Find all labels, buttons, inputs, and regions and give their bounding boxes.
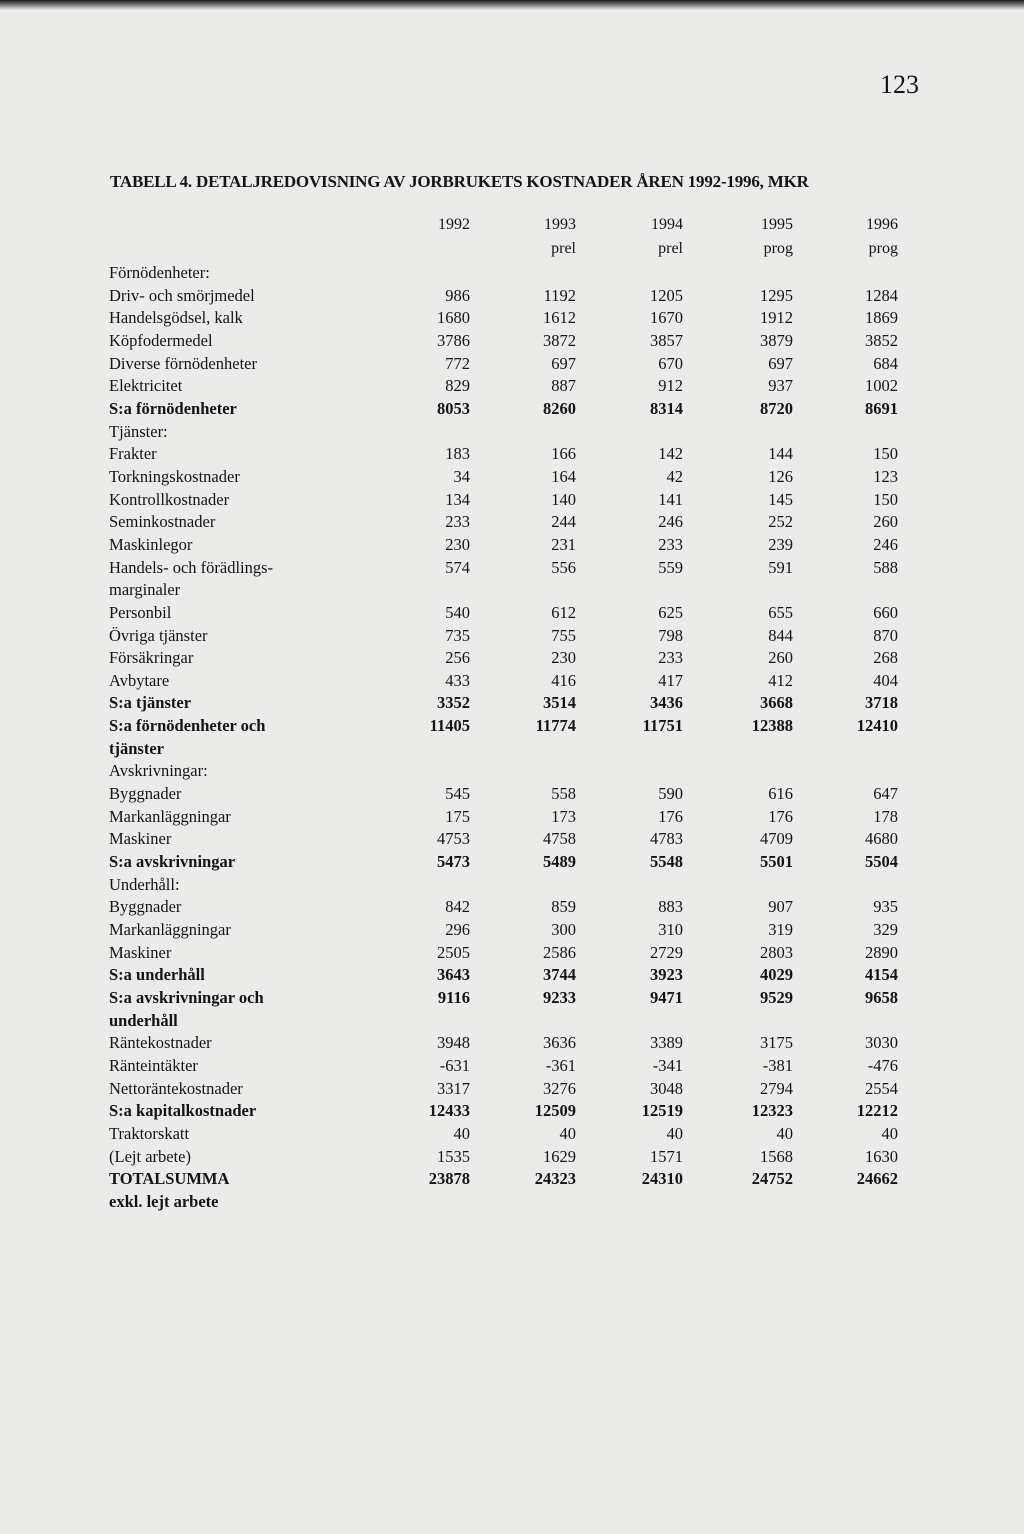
value-cell: 412 xyxy=(768,670,793,690)
value-cell: 319 xyxy=(768,920,793,940)
value-cell: 5473 xyxy=(437,852,470,872)
value-cell: 329 xyxy=(873,920,898,940)
value-cell: 40 xyxy=(453,1123,470,1143)
table-row xyxy=(0,896,1024,919)
value-cell: 5548 xyxy=(650,852,683,872)
value-cell: 3744 xyxy=(543,965,576,985)
page-number: 123 xyxy=(880,70,919,99)
value-cell: 8053 xyxy=(437,398,470,418)
table-row xyxy=(0,1010,1024,1033)
value-cell: 140 xyxy=(551,489,576,509)
row-label: Elektricitet xyxy=(109,376,183,396)
table-row xyxy=(0,647,1024,670)
table-row xyxy=(0,942,1024,965)
table-row xyxy=(0,466,1024,489)
value-cell: 2803 xyxy=(760,942,793,962)
row-label: Torkningskostnader xyxy=(109,466,240,486)
cost-table-body xyxy=(0,262,1024,1214)
value-cell: 9233 xyxy=(543,988,576,1007)
value-cell: 4753 xyxy=(437,829,470,849)
value-cell: 3643 xyxy=(437,965,470,985)
table-row xyxy=(0,874,1024,897)
col-header-status: prel xyxy=(658,240,683,257)
value-cell: 9116 xyxy=(437,988,470,1007)
value-cell: 178 xyxy=(873,806,898,826)
value-cell: 829 xyxy=(445,376,470,396)
value-cell: 684 xyxy=(873,353,898,373)
value-cell: 24752 xyxy=(751,1169,793,1189)
row-label: (Lejt arbete) xyxy=(109,1146,191,1166)
value-cell: 40 xyxy=(666,1123,683,1143)
table-row xyxy=(0,1100,1024,1123)
col-header-year: 1995 xyxy=(761,216,793,233)
row-label: S:a tjänster xyxy=(109,693,192,713)
value-cell: 3948 xyxy=(437,1033,470,1053)
value-cell: 2505 xyxy=(437,942,470,962)
value-cell: 912 xyxy=(658,376,683,396)
value-cell: 937 xyxy=(768,376,793,396)
value-cell: 798 xyxy=(658,625,683,645)
table-row xyxy=(0,1123,1024,1146)
row-label: underhåll xyxy=(109,1010,178,1030)
table-row xyxy=(0,715,1024,738)
table-row xyxy=(0,964,1024,987)
value-cell: -381 xyxy=(762,1055,793,1075)
value-cell: 24662 xyxy=(856,1169,898,1189)
table-row xyxy=(0,760,1024,783)
value-cell: 8720 xyxy=(760,398,793,418)
row-label: S:a förnödenheter xyxy=(109,398,237,418)
value-cell: 3030 xyxy=(865,1033,898,1053)
value-cell: 233 xyxy=(658,534,683,554)
row-label: S:a avskrivningar och xyxy=(109,988,264,1007)
value-cell: 244 xyxy=(551,512,576,532)
value-cell: 2729 xyxy=(650,942,683,962)
row-label: tjänster xyxy=(109,738,164,758)
row-label: marginaler xyxy=(109,580,181,600)
value-cell: 24310 xyxy=(641,1169,683,1189)
value-cell: 8260 xyxy=(543,398,576,418)
value-cell: 9471 xyxy=(650,988,683,1007)
value-cell: 300 xyxy=(551,920,576,940)
value-cell: 844 xyxy=(768,625,793,645)
column-header-years xyxy=(0,216,1024,238)
value-cell: 3352 xyxy=(437,693,470,713)
col-header-status: prel xyxy=(551,240,576,257)
value-cell: 231 xyxy=(551,534,576,554)
value-cell: 4709 xyxy=(760,829,793,849)
value-cell: 12509 xyxy=(534,1101,576,1121)
value-cell: 3175 xyxy=(760,1033,793,1053)
table-row xyxy=(0,670,1024,693)
value-cell: 12323 xyxy=(751,1101,793,1121)
col-header-year: 1992 xyxy=(438,216,470,233)
value-cell: 625 xyxy=(658,602,683,622)
row-label: Markanläggningar xyxy=(109,806,231,826)
table-row xyxy=(0,828,1024,851)
value-cell: -476 xyxy=(867,1055,898,1075)
value-cell: 12212 xyxy=(856,1101,898,1121)
value-cell: 3857 xyxy=(650,330,683,350)
col-header-status: prog xyxy=(868,240,898,257)
value-cell: 1680 xyxy=(437,308,470,328)
value-cell: 3923 xyxy=(650,965,683,985)
value-cell: 12519 xyxy=(641,1101,683,1121)
value-cell: 558 xyxy=(551,784,576,804)
value-cell: 252 xyxy=(768,512,793,532)
value-cell: 3786 xyxy=(437,330,470,350)
value-cell: 256 xyxy=(445,648,470,668)
value-cell: 40 xyxy=(776,1123,793,1143)
value-cell: 647 xyxy=(873,784,898,804)
table-row xyxy=(0,421,1024,444)
table-row xyxy=(0,1055,1024,1078)
value-cell: 141 xyxy=(658,489,683,509)
value-cell: 42 xyxy=(666,466,683,486)
table-row xyxy=(0,353,1024,376)
value-cell: 1002 xyxy=(865,376,898,396)
value-cell: 134 xyxy=(445,489,470,509)
value-cell: 1630 xyxy=(865,1146,898,1166)
row-label: Övriga tjänster xyxy=(109,625,208,645)
value-cell: 4680 xyxy=(865,829,898,849)
table-row xyxy=(0,534,1024,557)
row-label: Förnödenheter: xyxy=(109,263,210,282)
row-label: Maskinlegor xyxy=(109,534,193,554)
value-cell: 433 xyxy=(445,670,470,690)
value-cell: 1629 xyxy=(543,1146,576,1166)
row-label: Maskiner xyxy=(109,829,172,849)
value-cell: 2890 xyxy=(865,942,898,962)
row-label: S:a underhåll xyxy=(109,965,205,985)
row-label: Driv- och smörjmedel xyxy=(109,285,255,305)
value-cell: 735 xyxy=(445,625,470,645)
value-cell: 2794 xyxy=(760,1078,793,1098)
table-row xyxy=(0,602,1024,625)
table-row xyxy=(0,625,1024,648)
table-row xyxy=(0,330,1024,353)
table-row xyxy=(0,262,1024,285)
value-cell: 1205 xyxy=(650,285,683,305)
row-label: Markanläggningar xyxy=(109,920,231,940)
value-cell: 1192 xyxy=(543,285,576,305)
table-row xyxy=(0,851,1024,874)
value-cell: 3636 xyxy=(543,1033,576,1053)
value-cell: 404 xyxy=(873,670,898,690)
value-cell: 1284 xyxy=(865,285,898,305)
row-label: Byggnader xyxy=(109,897,182,917)
table-row xyxy=(0,1078,1024,1101)
table-row xyxy=(0,579,1024,602)
value-cell: 3668 xyxy=(760,693,793,713)
row-label: exkl. lejt arbete xyxy=(109,1191,219,1211)
value-cell: 2554 xyxy=(865,1078,898,1098)
value-cell: -361 xyxy=(545,1055,576,1075)
value-cell: 3852 xyxy=(865,330,898,350)
value-cell: 697 xyxy=(551,353,576,373)
row-label: Avbytare xyxy=(109,670,170,690)
table-row xyxy=(0,511,1024,534)
value-cell: 3879 xyxy=(760,330,793,350)
value-cell: 239 xyxy=(768,534,793,554)
value-cell: 859 xyxy=(551,897,576,917)
row-label: Handels- och förädlings- xyxy=(109,557,274,577)
value-cell: 545 xyxy=(445,784,470,804)
value-cell: 246 xyxy=(873,534,898,554)
value-cell: 5504 xyxy=(865,852,898,872)
value-cell: 11405 xyxy=(429,716,470,736)
value-cell: 4758 xyxy=(543,829,576,849)
value-cell: 230 xyxy=(551,648,576,668)
value-cell: 559 xyxy=(658,557,683,577)
column-header-status xyxy=(0,240,1024,262)
value-cell: 8314 xyxy=(650,398,683,418)
row-label: TOTALSUMMA xyxy=(109,1169,230,1189)
value-cell: 23878 xyxy=(428,1169,470,1189)
value-cell: 230 xyxy=(445,534,470,554)
value-cell: 3048 xyxy=(650,1078,683,1098)
value-cell: 233 xyxy=(445,512,470,532)
value-cell: 12388 xyxy=(751,716,793,736)
row-label: Kontrollkostnader xyxy=(109,489,230,509)
value-cell: 1912 xyxy=(760,308,793,328)
scan-top-edge xyxy=(0,0,1024,10)
table-row xyxy=(0,783,1024,806)
col-header-year: 1994 xyxy=(651,216,683,233)
table-title: TABELL 4. DETALJREDOVISNING AV JORBRUKETS KOSTNADER ÅREN 1992-1996, MKR xyxy=(110,172,809,191)
value-cell: 12410 xyxy=(856,716,898,736)
value-cell: 4154 xyxy=(865,965,898,985)
value-cell: 40 xyxy=(881,1123,898,1143)
value-cell: 4029 xyxy=(760,965,793,985)
value-cell: 150 xyxy=(873,444,898,464)
value-cell: 176 xyxy=(658,806,683,826)
value-cell: 5489 xyxy=(543,852,576,872)
value-cell: 164 xyxy=(551,466,576,486)
value-cell: 1571 xyxy=(650,1146,683,1166)
col-header-year: 1996 xyxy=(866,216,898,233)
value-cell: 417 xyxy=(658,670,683,690)
value-cell: 3317 xyxy=(437,1078,470,1098)
table-row xyxy=(0,692,1024,715)
row-label: Diverse förnödenheter xyxy=(109,353,257,373)
table-row xyxy=(0,1191,1024,1214)
value-cell: 296 xyxy=(445,920,470,940)
value-cell: 416 xyxy=(551,670,576,690)
value-cell: 591 xyxy=(768,557,793,577)
value-cell: 260 xyxy=(768,648,793,668)
value-cell: -341 xyxy=(652,1055,683,1075)
table-row xyxy=(0,806,1024,829)
row-label: Avskrivningar: xyxy=(109,761,208,781)
table-row xyxy=(0,489,1024,512)
table-row xyxy=(0,1146,1024,1169)
value-cell: 670 xyxy=(658,353,683,373)
value-cell: 842 xyxy=(445,897,470,917)
row-label: S:a avskrivningar xyxy=(109,852,236,872)
table-row xyxy=(0,1032,1024,1055)
value-cell: 3436 xyxy=(650,693,683,713)
value-cell: 697 xyxy=(768,353,793,373)
value-cell: 176 xyxy=(768,806,793,826)
row-label: Ränteintäkter xyxy=(109,1055,198,1075)
value-cell: 574 xyxy=(445,557,470,577)
value-cell: 887 xyxy=(551,376,576,396)
col-header-status: prog xyxy=(763,240,793,257)
value-cell: 2586 xyxy=(543,942,576,962)
value-cell: 3389 xyxy=(650,1033,683,1053)
value-cell: 34 xyxy=(453,466,470,486)
col-header-year: 1993 xyxy=(544,216,576,233)
value-cell: 907 xyxy=(768,897,793,917)
value-cell: 9529 xyxy=(760,988,793,1007)
value-cell: 3514 xyxy=(543,693,576,713)
value-cell: 12433 xyxy=(428,1101,470,1121)
value-cell: 1612 xyxy=(543,308,576,328)
row-label: Tjänster: xyxy=(109,421,168,441)
value-cell: -631 xyxy=(439,1055,470,1075)
value-cell: 612 xyxy=(551,602,576,622)
table-row xyxy=(0,557,1024,580)
value-cell: 9658 xyxy=(865,988,898,1007)
value-cell: 4783 xyxy=(650,829,683,849)
value-cell: 5501 xyxy=(760,852,793,872)
value-cell: 24323 xyxy=(534,1169,576,1189)
table-row xyxy=(0,919,1024,942)
row-label: S:a förnödenheter och xyxy=(109,716,266,736)
row-label: Nettoräntekostnader xyxy=(109,1078,243,1098)
value-cell: 556 xyxy=(551,557,576,577)
row-label: Seminkostnader xyxy=(109,512,216,532)
row-label: Underhåll: xyxy=(109,874,180,894)
value-cell: 540 xyxy=(445,602,470,622)
value-cell: 3872 xyxy=(543,330,576,350)
value-cell: 1568 xyxy=(760,1146,793,1166)
table-row xyxy=(0,398,1024,421)
value-cell: 590 xyxy=(658,784,683,804)
table-row xyxy=(0,987,1024,1010)
value-cell: 183 xyxy=(445,444,470,464)
row-label: Handelsgödsel, kalk xyxy=(109,308,243,328)
value-cell: 40 xyxy=(559,1123,576,1143)
value-cell: 655 xyxy=(768,602,793,622)
row-label: Köpfodermedel xyxy=(109,330,213,350)
table-row xyxy=(0,375,1024,398)
row-label: Räntekostnader xyxy=(109,1033,212,1053)
table-row xyxy=(0,1168,1024,1191)
row-label: Traktorskatt xyxy=(109,1123,190,1143)
value-cell: 935 xyxy=(873,897,898,917)
table-row xyxy=(0,307,1024,330)
row-label: Personbil xyxy=(109,602,172,622)
value-cell: 233 xyxy=(658,648,683,668)
value-cell: 246 xyxy=(658,512,683,532)
value-cell: 3276 xyxy=(543,1078,576,1098)
value-cell: 986 xyxy=(445,285,470,305)
value-cell: 145 xyxy=(768,489,793,509)
value-cell: 175 xyxy=(445,806,470,826)
value-cell: 260 xyxy=(873,512,898,532)
value-cell: 123 xyxy=(873,466,898,486)
row-label: S:a kapitalkostnader xyxy=(109,1101,257,1121)
value-cell: 616 xyxy=(768,784,793,804)
value-cell: 166 xyxy=(551,444,576,464)
value-cell: 1670 xyxy=(650,308,683,328)
value-cell: 310 xyxy=(658,920,683,940)
value-cell: 883 xyxy=(658,897,683,917)
value-cell: 142 xyxy=(658,444,683,464)
row-label: Försäkringar xyxy=(109,648,194,668)
value-cell: 1535 xyxy=(437,1146,470,1166)
value-cell: 173 xyxy=(551,806,576,826)
row-label: Maskiner xyxy=(109,942,172,962)
value-cell: 660 xyxy=(873,602,898,622)
value-cell: 11751 xyxy=(642,716,683,736)
value-cell: 755 xyxy=(551,625,576,645)
table-row xyxy=(0,738,1024,761)
value-cell: 11774 xyxy=(535,716,576,736)
row-label: Frakter xyxy=(109,444,157,464)
value-cell: 588 xyxy=(873,557,898,577)
value-cell: 3718 xyxy=(865,693,898,713)
value-cell: 1295 xyxy=(760,285,793,305)
table-row xyxy=(0,285,1024,308)
value-cell: 126 xyxy=(768,466,793,486)
table-row xyxy=(0,443,1024,466)
value-cell: 870 xyxy=(873,625,898,645)
row-label: Byggnader xyxy=(109,784,182,804)
value-cell: 8691 xyxy=(865,398,898,418)
value-cell: 1869 xyxy=(865,308,898,328)
value-cell: 144 xyxy=(768,444,793,464)
value-cell: 150 xyxy=(873,489,898,509)
value-cell: 268 xyxy=(873,648,898,668)
value-cell: 772 xyxy=(445,353,470,373)
